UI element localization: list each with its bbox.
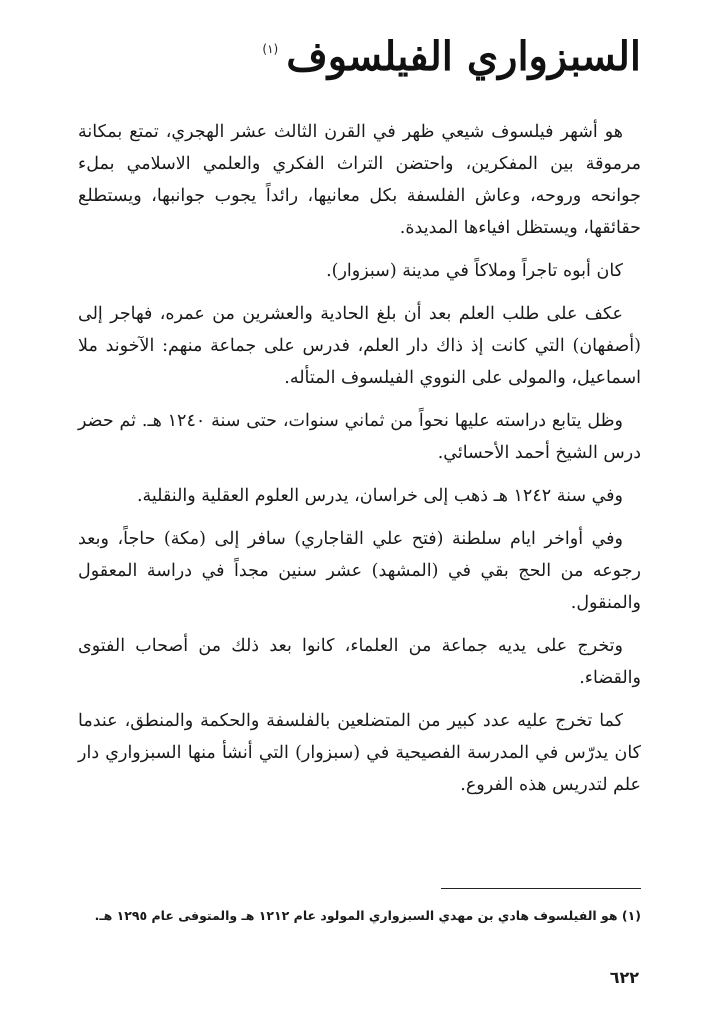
- paragraph: كما تخرج عليه عدد كبير من المتضلعين بالفلسفة والحكمة والمنطق، عندما كان يدرّس في المدرسة الفصيحية في (سبزوار) التي أنشأ منها السبزواري دار علم لتدريس هذه الفروع.: [78, 711, 641, 795]
- page-number: ٦٢٢: [609, 968, 639, 987]
- paragraph: وفي سنة ١٢٤٢ هـ ذهب إلى خراسان، يدرس العلوم العقلية والنقلية.: [136, 486, 623, 506]
- paragraph: وظل يتابع دراسته عليها نحواً من ثماني سنوات، حتى سنة ١٢٤٠ هـ. ثم حضر درس الشيخ أحمد الأحسائي.: [78, 411, 641, 463]
- paragraph: وتخرج على يديه جماعة من العلماء، كانوا بعد ذلك من أصحاب الفتوى والقضاء.: [78, 636, 641, 688]
- footnote-divider: [441, 888, 641, 889]
- body-text: [78, 116, 641, 812]
- paragraph: عكف على طلب العلم بعد أن بلغ الحادية والعشرين من عمره، فهاجر إلى (أصفهان) التي كانت إذ ذاك دار العلم، فدرس على جماعة منهم: الآخوند ملا اسماعيل، والمولى على النووي الفيلسوف المتأله.: [78, 304, 641, 388]
- paragraph: هو أشهر فيلسوف شيعي ظهر في القرن الثالث عشر الهجري، تمتع بمكانة مرموقة بين المفكرين، واحتضن التراث الفكري والعلمي الاسلامي بملء جوانحه وروحه، وعاش الفلسفة بكل معانيها، رائداً يجوب جوانبها، ويستطلع حقائقها، ويستظل افياءها المديدة.: [78, 122, 641, 238]
- title-footnote-marker: (١): [262, 42, 279, 56]
- footnote: (١) هو الفيلسوف هادي بن مهدي السبزواري المولود عام ١٢١٢ هـ والمتوفى عام ١٢٩٥ هـ.: [94, 908, 641, 923]
- chapter-heading: [262, 33, 641, 80]
- paragraph: كان أبوه تاجراً وملاكاً في مدينة (سبزوار).: [326, 261, 623, 281]
- paragraph: وفي أواخر ايام سلطنة (فتح علي القاجاري) سافر إلى (مكة) حاجاً، وبعد رجوعه من الحج بقي في (المشهد) عشر سنين مجداً في دراسة المعقول والمنقول.: [78, 529, 641, 613]
- chapter-title: السبزواري الفيلسوف: [286, 33, 641, 80]
